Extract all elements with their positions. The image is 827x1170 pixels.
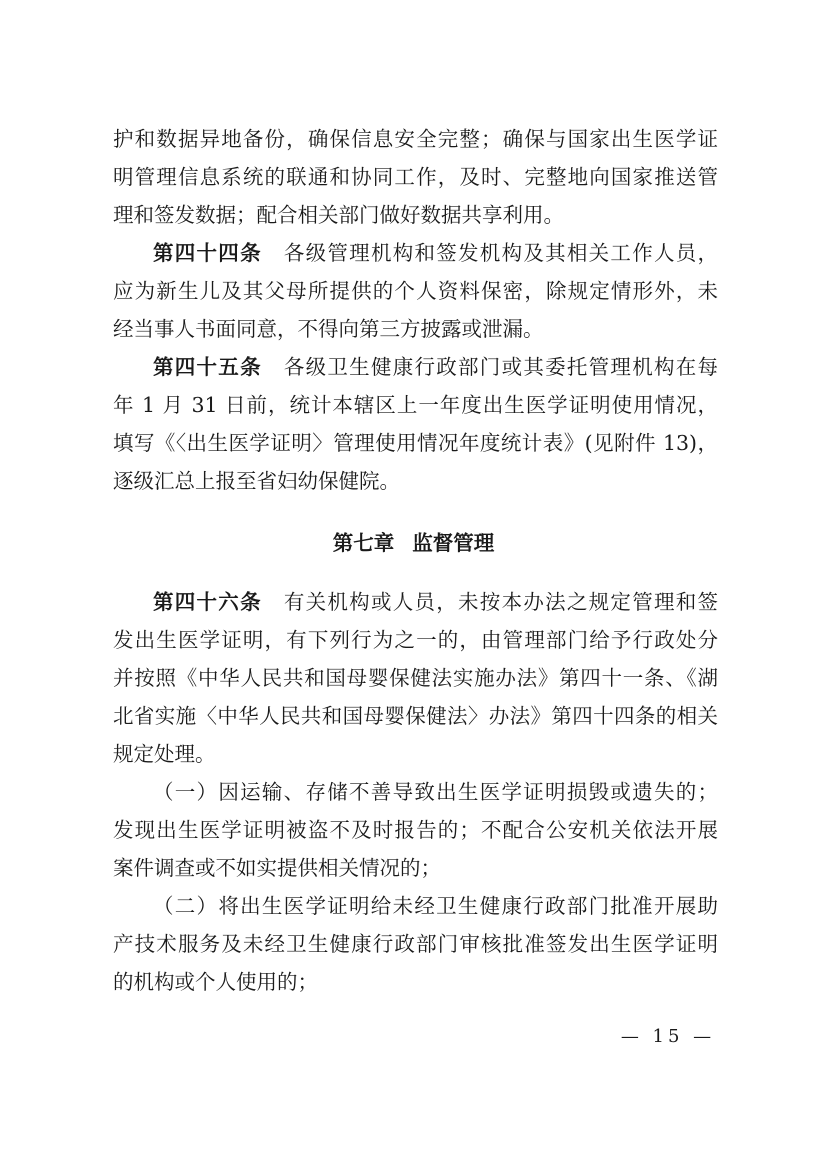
- chapter-heading: [0, 525, 827, 561]
- paragraph-line: 发出生医学证明，有下列行为之一的，由管理部门给予行政处分: [113, 628, 718, 652]
- paragraph-line: 规定处理。: [113, 742, 216, 766]
- list-item-1-first-line: （一）因运输、存储不善导致出生医学证明损毁或遗失的；: [153, 780, 718, 804]
- page-number: — 15 —: [620, 1026, 716, 1047]
- paragraph-line: 理和签发数据；配合相关部门做好数据共享利用。: [113, 203, 564, 227]
- paragraph-line: 案件调查或不如实提供相关情况的；: [113, 856, 441, 880]
- paragraph-line: 明管理信息系统的联通和协同工作，及时、完整地向国家推送管: [113, 165, 718, 189]
- article-45-text: 各级卫生健康行政部门或其委托管理机构在每: [283, 355, 719, 379]
- paragraph-line: 经当事人书面同意，不得向第三方披露或泄漏。: [113, 317, 544, 341]
- paragraph-line: 北省实施〈中华人民共和国母婴保健法〉办法》第四十四条的相关: [113, 704, 718, 728]
- chapter-number: 第七章: [332, 531, 395, 555]
- paragraph-line: 填写《〈出生医学证明〉管理使用情况年度统计表》(见附件 13)，: [113, 431, 718, 455]
- paragraph-line: 应为新生儿及其父母所提供的个人资料保密，除规定情形外，未: [113, 279, 718, 303]
- article-44-first-line: [153, 235, 718, 271]
- paragraph-line: 产技术服务及未经卫生健康行政部门审核批准签发出生医学证明: [113, 932, 718, 956]
- paragraph-line: 的机构或个人使用的；: [113, 970, 318, 994]
- article-44-heading: 第四十四条: [153, 241, 262, 265]
- list-item-2-first-line: （二）将出生医学证明给未经卫生健康行政部门批准开展助: [153, 894, 718, 918]
- article-44-text: 各级管理机构和签发机构及其相关工作人员，: [283, 241, 719, 265]
- paragraph-line: 并按照《中华人民共和国母婴保健法实施办法》第四十一条、《湖: [113, 666, 718, 690]
- article-46-heading: 第四十六条: [153, 590, 262, 614]
- paragraph-line: 发现出生医学证明被盗不及时报告的；不配合公安机关依法开展: [113, 818, 718, 842]
- paragraph-line: 年 1 月 31 日前，统计本辖区上一年度出生医学证明使用情况，: [113, 393, 718, 417]
- paragraph-line: 逐级汇总上报至省妇幼保健院。: [113, 469, 400, 493]
- article-45-first-line: [153, 349, 718, 385]
- article-46-first-line: [153, 584, 718, 620]
- article-45-heading: 第四十五条: [153, 355, 262, 379]
- chapter-title: 监督管理: [412, 531, 495, 555]
- paragraph-line: 护和数据异地备份，确保信息安全完整；确保与国家出生医学证: [113, 127, 718, 151]
- article-46-text: 有关机构或人员，未按本办法之规定管理和签: [283, 590, 719, 614]
